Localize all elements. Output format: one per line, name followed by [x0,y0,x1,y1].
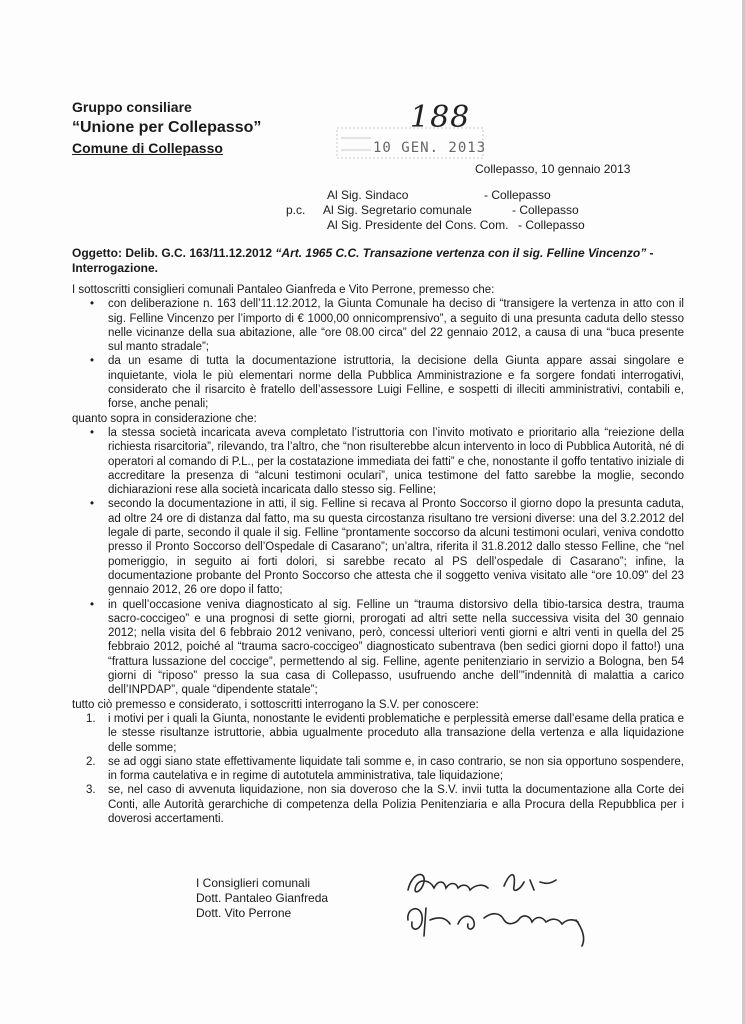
date-line: Collepasso, 10 gennaio 2013 [475,162,631,176]
list-item-text: i motivi per i quali la Giunta, nonostante le evidenti problematiche e perplessità emerse dall’esame della pratica e le stesse risultanze istruttorie, abbia ugualmente proceduto alla transazione della vertenza e alla liquidazione delle somme; [108,712,684,754]
recipient-place: - Collepasso [518,218,585,232]
recipient-prefix: p.c. [286,203,306,217]
intro-paragraph: I sottoscritti consiglieri comunali Pantaleo Gianfreda e Vito Perrone, premesso che: [72,284,495,296]
letter-body [72,283,684,826]
bullet-icon: • [90,298,95,311]
list-item-text: da un esame di tutta la documentazione istruttoria, la decisione della Giunta appare assai singolare e inquietante, viola le più elementari norme della Pubblica Amministrazione e fa sorgere fondati interrogativi, considerato che il risarcito è fratello dell’assessore Luigi Felline, e sospetti di illeciti amministrativi, contabili e, forse, anche penali; [108,355,684,411]
bullet-icon: • [90,498,95,511]
list-item [72,354,684,411]
bullet-icon: • [90,426,95,439]
recipient-name: Al Sig. Presidente del Cons. Com. [327,218,509,232]
list-item-text: la stessa società incaricata aveva completato l’istruttoria con l’invito motivato e prioritario alla “reiezione della richiesta risarcitoria”, rilevando, tra l’altro, che “non risulterebbe alcun intervento in loco di Pubblica Autorità, né di operatori al comando di P.L., per la costatazione immediata dei fatti” e che, nonostante il goffo tentativo iniziale di accreditare la presenza di “alcuni testimoni oculari”, unica testimone del fatto sarebbe la moglie, secondo dichiarazioni rese alla società incaricata dallo stesso sig. Felline; [108,426,684,497]
considerations-list [72,426,684,698]
list-item [72,598,684,698]
list-item [72,497,684,597]
group-name: “Unione per Collepasso” [72,119,262,136]
recipient-name: Al Sig. Segretario comunale [323,203,472,217]
list-number: 3. [86,784,96,797]
subject-title: “Art. 1965 C.C. Transazione vertenza con il sig. Felline Vincenzo” [275,246,647,260]
list-item [72,712,684,755]
bullet-icon: • [90,598,95,611]
handwritten-signatures [400,860,610,950]
list-number: 2. [86,755,96,768]
recipient-place: - Collepasso [512,203,579,217]
signature-block [196,876,328,921]
municipality-label: Comune di Collepasso [72,140,223,156]
signature-title: I Consiglieri comunali [196,876,311,890]
list-item-text: se, nel caso di avvenuta liquidazione, non sia doveroso che la S.V. invii tutta la documentazione alla Corte dei Conti, alle Autorità gerarchiche di competenza della Polizia Penitenziaria e alla Procura della Repubblica per i doverosi accertamenti. [108,784,684,825]
handwritten-protocol-number: 188 [410,100,471,135]
list-item [72,755,684,784]
list-item-text: secondo la documentazione in atti, il sig. Felline si recava al Pronto Soccorso il giorno dopo la presunta caduta, ad oltre 24 ore di distanza dal fatto, ma su questa circostanza risultano tre versioni diverse: una del 3.2.2012 del legale di parte, secondo il quale il sig. Felline “prontamente soccorso da alcuni testimoni oculari, veniva condotto presso il Pronto Soccorso dell’Ospedale di Casarano”; un’altra, riferita il 31.8.2012 dallo stesso Felline, che “nel pomeriggio, in seguito ai forti dolori, si sarebbe recato al PS dell’ospedale di Casarano”; infine, la documentazione probante del Pronto Soccorso che attesta che il soggetto veniva visitato alle “ore 10.09” del 23 gennaio 2012, 26 ore dopo il fatto; [108,498,684,597]
recipient-place: - Collepasso [484,188,551,202]
premises-list [72,297,684,411]
list-item-text: con deliberazione n. 163 dell’11.12.2012, la Giunta Comunale ha deciso di “transigere la vertenza in atto con il sig. Felline Vincenzo per l’importo di € 1000,00 onnicomprensivo”, a seguito di una presunta caduta dello stesso nelle vicinanze della sua abitazione, alle “ore 08.00 circa” del 22 gennaio 2012, a causa di una “buca presente sul manto stradale”; [108,298,684,354]
considering-paragraph: quanto sopra in considerazione che: [72,412,257,425]
subject [72,246,672,276]
list-item-text: in quell’occasione veniva diagnosticato al sig. Felline un “trauma distorsivo della tibio-tarsica destra, trauma sacro-coccigeo” e una prognosi di sette giorni, prorogati ad altri sette nella successiva visita del 30 gennaio 2012; nella visita del 6 febbraio 2012 venivano, però, concessi ulteriori venti giorni e altri venti in quella del 25 febbraio 2012, poiché al “trauma sacro-coccigeo” diagnosticato subentrava (ben sedici giorni dopo il fatto!) una “frattura lussazione del coccige”, permettendo al sig. Felline, agente penitenziario in servizio a Bologna, ben 54 giorni di “riposo” presso la sua casa di Collepasso, usufruendo anche dell’”indennità di malattia a carico dell’INPDAP”, quale “dipendente statale”; [108,598,684,697]
recipient-name: Al Sig. Sindaco [327,188,409,202]
premised-paragraph: tutto ciò premesso e considerato, i sottoscritti interrogano la S.V. per conoscere: [72,698,479,711]
list-item [72,297,684,354]
list-item [72,426,684,497]
bullet-icon: • [90,355,95,368]
questions-list [72,712,684,826]
signer-name: Dott. Pantaleo Gianfreda [196,891,329,905]
list-number: 1. [86,712,96,725]
group-label: Gruppo consiliare [72,99,192,115]
subject-label: Oggetto: Delib. G.C. 163/11.12.2012 [72,246,276,260]
list-item-text: se ad oggi siano state effettivamente liquidate tali somme e, in caso contrario, se non sia opportuno sospendere, in forma cautelativa e in regime di autotutela amministrativa, tale liquidazione; [108,755,684,783]
subject-tail: - Interrogazione. [72,246,654,275]
stamp-date: 10 GEN. 2013 [373,140,487,156]
list-item [72,783,684,826]
signer-name: Dott. Vito Perrone [196,906,292,920]
